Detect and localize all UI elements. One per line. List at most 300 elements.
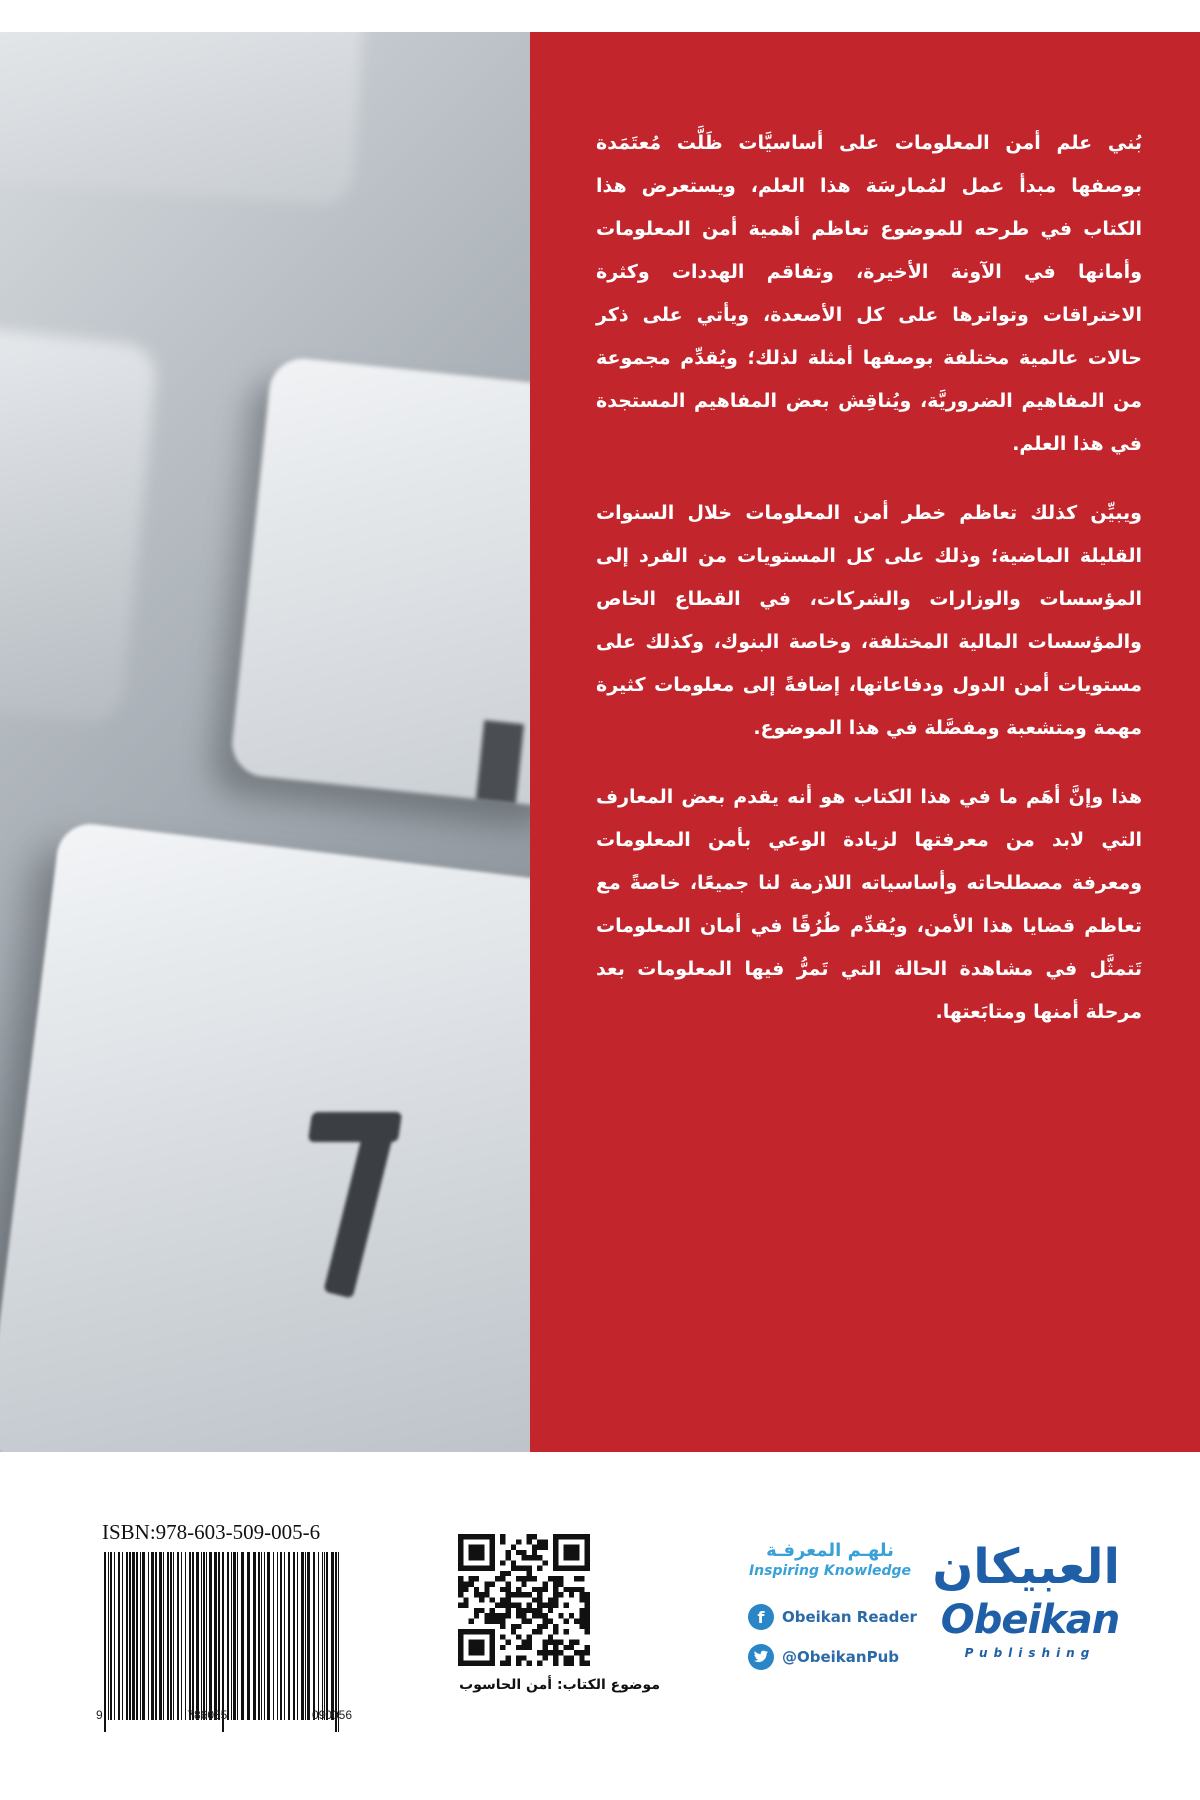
qr-module: [585, 1608, 590, 1613]
barcode-bar: [206, 1552, 207, 1720]
qr-module: [579, 1608, 584, 1613]
qr-module: [521, 1640, 526, 1645]
qr-module: [521, 1608, 526, 1613]
barcode-bar: [338, 1552, 339, 1732]
qr-module: [527, 1566, 532, 1571]
barcode-bar: [218, 1552, 220, 1720]
key-glyph: [476, 720, 524, 804]
barcode-bar: [136, 1552, 138, 1720]
keyboard-photo: [0, 32, 530, 1452]
barcode-bar: [241, 1552, 244, 1720]
qr-module: [490, 1613, 495, 1618]
barcode-bar: [132, 1552, 135, 1720]
barcode-bar: [126, 1552, 128, 1720]
blurb-paragraph: ويبيِّن كذلك تعاظم خطر أمن المعلومات خلال السنوات القليلة الماضية؛ وذلك على كل المستويات من الفرد إلى المؤسسات والوزارات والشركات، في القطاع الخاص والمؤسسات المالية المختلفة، وخاصة البنوك، وكذلك على مستويات أمن الدول ودفاعاتها، إضافةً إلى معلومات كثيرة مهمة ومتشعبة ومفصَّلة في هذا الموضوع.: [596, 502, 1142, 739]
barcode-bar: [114, 1552, 115, 1720]
facebook-icon: f: [748, 1604, 774, 1630]
qr-module: [548, 1634, 553, 1639]
qr-module: [495, 1603, 500, 1608]
qr-module: [553, 1576, 558, 1581]
qr-module: [585, 1597, 590, 1602]
qr-module: [532, 1534, 537, 1539]
qr-module: [506, 1597, 511, 1602]
qr-module: [585, 1661, 590, 1666]
qr-module: [511, 1566, 516, 1571]
qr-module: [542, 1560, 547, 1565]
qr-module: [490, 1582, 495, 1587]
qr-module: [569, 1592, 574, 1597]
barcode-bar: [108, 1552, 109, 1720]
barcode-digit-group: 786035: [187, 1708, 228, 1722]
qr-module: [585, 1624, 590, 1629]
barcode-bar: [122, 1552, 123, 1720]
qr-module: [469, 1576, 474, 1581]
qr-module: [532, 1613, 537, 1618]
qr-module: [511, 1592, 516, 1597]
barcode-bar: [326, 1552, 328, 1720]
qr-module: [516, 1655, 521, 1660]
barcode-bar: [173, 1552, 174, 1720]
qr-module: [542, 1539, 547, 1544]
qr-module: [500, 1576, 505, 1581]
barcode-bar: [237, 1552, 238, 1720]
qr-module: [527, 1608, 532, 1613]
barcode-bar: [189, 1552, 191, 1720]
blurb-text: [596, 122, 1142, 1060]
qr-module: [579, 1618, 584, 1623]
qr-module: [479, 1597, 484, 1602]
qr-module: [527, 1603, 532, 1608]
qr-code[interactable]: [458, 1534, 590, 1666]
qr-module: [553, 1629, 558, 1634]
blurb-paragraph: هذا وإنَّ أهَم ما في هذا الكتاب هو أنه يقدم بعض المعارف التي لابد من معرفتها لزيادة الوعي بأمن المعلومات ومعرفة مصطلحاته وأساسياته اللازمة لنا جميعًا، خاصةً مع تعاظم قضايا هذا الأمن، ويُقدِّم طُرُقًا في أمان المعلومات تَتمثَّل في مشاهدة الحالة التي تَمرُّ فيها المعلومات بعد مرحلة أمنها ومتابَعتها.: [596, 786, 1142, 1023]
qr-module: [527, 1618, 532, 1623]
qr-module: [506, 1587, 511, 1592]
qr-module: [548, 1618, 553, 1623]
barcode-bar: [129, 1552, 131, 1720]
qr-module: [579, 1576, 584, 1581]
qr-module: [490, 1608, 495, 1613]
barcode-bar: [280, 1552, 282, 1720]
qr-module: [542, 1618, 547, 1623]
qr-module: [558, 1650, 563, 1655]
qr-module: [585, 1592, 590, 1597]
barcode-bar: [322, 1552, 323, 1720]
qr-module: [537, 1597, 542, 1602]
barcode: [100, 1552, 346, 1732]
qr-module: [484, 1587, 489, 1592]
qr-module: [553, 1624, 558, 1629]
obeikan-logo: [932, 1539, 1120, 1690]
qr-module: [479, 1592, 484, 1597]
barcode-bar: [318, 1552, 319, 1720]
barcode-bar: [253, 1552, 256, 1720]
qr-module: [521, 1645, 526, 1650]
qr-module: [579, 1592, 584, 1597]
barcode-bar: [209, 1552, 212, 1720]
qr-module: [585, 1603, 590, 1608]
qr-module: [458, 1582, 463, 1587]
qr-module: [474, 1592, 479, 1597]
barcode-bar: [313, 1552, 315, 1720]
qr-module: [506, 1592, 511, 1597]
qr-module: [532, 1555, 537, 1560]
qr-module: [500, 1634, 505, 1639]
qr-module: [553, 1582, 558, 1587]
barcode-bar: [227, 1552, 229, 1720]
qr-module: [532, 1576, 537, 1581]
qr-module: [511, 1545, 516, 1550]
qr-module: [574, 1650, 579, 1655]
qr-module: [474, 1576, 479, 1581]
logo-publishing: Publishing: [964, 1646, 1096, 1660]
qr-module: [542, 1545, 547, 1550]
qr-module: [527, 1661, 532, 1666]
barcode-bar: [288, 1552, 290, 1720]
qr-module: [537, 1545, 542, 1550]
qr-module: [490, 1618, 495, 1623]
qr-module: [521, 1566, 526, 1571]
qr-module: [469, 1582, 474, 1587]
barcode-bar: [301, 1552, 304, 1720]
qr-module: [469, 1618, 474, 1623]
qr-module: [553, 1650, 558, 1655]
barcode-bar: [297, 1552, 298, 1720]
qr-module: [579, 1661, 584, 1666]
qr-module: [458, 1587, 463, 1592]
barcode-bar: [307, 1552, 310, 1720]
qr-module: [537, 1539, 542, 1544]
qr-module: [500, 1597, 505, 1602]
twitter-handle: @ObeikanPub: [782, 1648, 899, 1666]
qr-module: [506, 1603, 511, 1608]
qr-module: [558, 1592, 563, 1597]
qr-module: [484, 1592, 489, 1597]
qr-module: [516, 1576, 521, 1581]
qr-module: [516, 1587, 521, 1592]
qr-module: [506, 1550, 511, 1555]
qr-module: [553, 1661, 558, 1666]
qr-module: [516, 1550, 521, 1555]
qr-module: [495, 1618, 500, 1623]
barcode-bar: [331, 1552, 334, 1720]
qr-module: [542, 1640, 547, 1645]
barcode-bar: [170, 1552, 172, 1720]
qr-module: [579, 1624, 584, 1629]
qr-module: [579, 1650, 584, 1655]
publisher-slogan: [740, 1540, 920, 1579]
qr-module: [500, 1603, 505, 1608]
qr-module: [506, 1655, 511, 1660]
qr-module: [516, 1613, 521, 1618]
qr-module: [558, 1640, 563, 1645]
barcode-bar: [118, 1552, 120, 1720]
qr-module: [500, 1534, 505, 1539]
facebook-handle: Obeikan Reader: [782, 1608, 917, 1626]
qr-module: [474, 1587, 479, 1592]
qr-module: [569, 1613, 574, 1618]
barcode-bar: [167, 1552, 169, 1720]
qr-module: [558, 1613, 563, 1618]
blurb-paragraph: بُني علم أمن المعلومات على أساسيَّات ظَلَّت مُعتَمَدة بوصفها مبدأ عمل لمُمارسَة هذا العلم، ويستعرض هذا الكتاب في طرحه للموضوع تعاظم أهمية أمن المعلومات وأمانها في الآونة الأخيرة، وتفاقم الهددات وكثرة الاختراقات وتواترها على كل الأصعدة، ويأتي على ذكر حالات عالمية مختلفة بوصفها أمثلة لذلك؛ ويُقدِّم مجموعة من المفاهيم الضروريَّة، ويُناقِش بعض المفاهيم المستجدة في هذا العلم.: [596, 132, 1142, 455]
qr-module: [516, 1634, 521, 1639]
barcode-bar: [142, 1552, 145, 1720]
qr-module: [500, 1645, 505, 1650]
barcode-bar: [192, 1552, 194, 1720]
qr-module: [564, 1603, 569, 1608]
qr-module: [527, 1640, 532, 1645]
qr-module: [463, 1603, 468, 1608]
barcode-bar: [261, 1552, 262, 1720]
qr-module: [548, 1576, 553, 1581]
barcode-bar: [233, 1552, 236, 1720]
qr-module: [569, 1640, 574, 1645]
qr-module: [537, 1592, 542, 1597]
qr-module: [537, 1650, 542, 1655]
qr-module: [553, 1603, 558, 1608]
qr-module: [553, 1640, 558, 1645]
qr-module: [479, 1608, 484, 1613]
twitter-icon: [748, 1644, 774, 1670]
qr-module: [458, 1576, 463, 1581]
qr-module: [537, 1624, 542, 1629]
barcode-digit-group: 9: [96, 1708, 103, 1722]
barcode-bar: [148, 1552, 149, 1720]
qr-module: [537, 1603, 542, 1608]
qr-module: [553, 1645, 558, 1650]
qr-module: [463, 1582, 468, 1587]
key-glyph-seven: [300, 1112, 420, 1312]
qr-module: [521, 1576, 526, 1581]
qr-module: [574, 1576, 579, 1581]
barcode-bar: [196, 1552, 199, 1720]
logo-english: Obeikan: [940, 1597, 1120, 1643]
publisher-footer: [0, 1452, 1200, 1773]
qr-module: [500, 1624, 505, 1629]
keyboard-key: [0, 820, 530, 1452]
qr-module: [542, 1587, 547, 1592]
qr-module: [506, 1571, 511, 1576]
qr-module: [516, 1624, 521, 1629]
qr-module: [521, 1582, 526, 1587]
barcode-bar: [264, 1552, 265, 1720]
qr-module: [500, 1539, 505, 1544]
qr-module: [532, 1597, 537, 1602]
qr-module: [458, 1592, 463, 1597]
twitter-link[interactable]: [748, 1642, 948, 1672]
qr-module: [579, 1613, 584, 1618]
qr-module: [564, 1618, 569, 1623]
barcode-bar: [258, 1552, 260, 1720]
barcode-digit-group: 090056: [311, 1708, 352, 1722]
qr-module: [511, 1624, 516, 1629]
barcode-bar: [267, 1552, 270, 1720]
barcode-bar: [305, 1552, 306, 1720]
qr-module: [511, 1629, 516, 1634]
qr-module: [558, 1582, 563, 1587]
qr-module: [548, 1597, 553, 1602]
qr-module: [506, 1613, 511, 1618]
barcode-bar: [177, 1552, 179, 1720]
qr-module: [564, 1545, 580, 1561]
qr-module: [532, 1629, 537, 1634]
barcode-bar: [214, 1552, 217, 1720]
barcode-bar: [203, 1552, 205, 1720]
qr-module: [542, 1582, 547, 1587]
barcode-bar: [140, 1552, 141, 1720]
barcode-bar: [155, 1552, 157, 1720]
qr-module: [521, 1655, 526, 1660]
barcode-bar: [231, 1552, 232, 1720]
qr-module: [574, 1640, 579, 1645]
qr-module: [495, 1613, 500, 1618]
qr-module: [511, 1603, 516, 1608]
qr-module: [521, 1555, 526, 1560]
qr-module: [500, 1618, 505, 1623]
qr-module: [527, 1534, 532, 1539]
barcode-bar: [293, 1552, 295, 1720]
qr-module: [532, 1608, 537, 1613]
qr-module: [463, 1597, 468, 1602]
book-back-cover: [0, 32, 1200, 1773]
qr-module: [585, 1629, 590, 1634]
qr-module: [516, 1608, 521, 1613]
qr-module: [521, 1550, 526, 1555]
barcode-bar: [284, 1552, 285, 1720]
barcode-bar: [159, 1552, 162, 1720]
qr-module: [516, 1645, 521, 1650]
qr-module: [500, 1587, 505, 1592]
qr-module: [564, 1661, 569, 1666]
qr-module: [516, 1592, 521, 1597]
logo-arabic: العبيكان: [932, 1539, 1120, 1595]
qr-module: [537, 1629, 542, 1634]
barcode-bar: [104, 1552, 106, 1732]
qr-module: [506, 1640, 511, 1645]
qr-module: [542, 1603, 547, 1608]
qr-module: [532, 1550, 537, 1555]
qr-module: [585, 1650, 590, 1655]
qr-module: [569, 1661, 574, 1666]
qr-module: [500, 1571, 505, 1576]
qr-module: [527, 1555, 532, 1560]
qr-module: [569, 1587, 574, 1592]
qr-module: [500, 1661, 505, 1666]
qr-module: [516, 1566, 521, 1571]
barcode-bar: [181, 1552, 182, 1720]
qr-module: [511, 1560, 516, 1565]
qr-module: [469, 1545, 485, 1561]
slogan-arabic: نلهـم المعرفـة: [766, 1540, 894, 1561]
barcode-bar: [185, 1552, 186, 1720]
qr-module: [484, 1582, 489, 1587]
barcode-bar: [222, 1552, 224, 1732]
qr-module: [532, 1587, 537, 1592]
qr-module: [527, 1592, 532, 1597]
qr-module: [527, 1571, 532, 1576]
qr-module: [500, 1613, 505, 1618]
barcode-bar: [201, 1552, 202, 1720]
qr-module: [537, 1566, 542, 1571]
barcode-bar: [247, 1552, 250, 1720]
qr-module: [463, 1587, 468, 1592]
blurb-panel: [530, 32, 1200, 1452]
qr-module: [527, 1576, 532, 1581]
qr-module: [553, 1587, 558, 1592]
qr-module: [521, 1592, 526, 1597]
qr-module: [548, 1608, 553, 1613]
qr-module: [558, 1576, 563, 1581]
keyboard-key: [0, 32, 368, 206]
qr-module: [506, 1608, 511, 1613]
qr-module: [521, 1618, 526, 1623]
qr-module: [542, 1613, 547, 1618]
qr-module: [537, 1587, 542, 1592]
qr-module: [532, 1545, 537, 1550]
barcode-bar: [277, 1552, 278, 1720]
qr-module: [506, 1555, 511, 1560]
qr-module: [542, 1645, 547, 1650]
slogan-english: Inspiring Knowledge: [748, 1563, 912, 1579]
qr-module: [484, 1613, 489, 1618]
qr-module: [542, 1624, 547, 1629]
qr-module: [527, 1634, 532, 1639]
barcode-bar: [151, 1552, 154, 1720]
qr-module: [469, 1640, 485, 1656]
book-subject: موضوع الكتاب: أمن الحاسوب: [459, 1677, 660, 1693]
qr-module: [490, 1597, 495, 1602]
qr-module: [500, 1560, 505, 1565]
qr-module: [579, 1587, 584, 1592]
barcode-bar: [335, 1552, 337, 1732]
qr-module: [537, 1613, 542, 1618]
qr-module: [569, 1655, 574, 1660]
qr-module: [516, 1539, 521, 1544]
qr-module: [495, 1576, 500, 1581]
qr-module: [564, 1645, 569, 1650]
qr-module: [548, 1640, 553, 1645]
qr-module: [516, 1603, 521, 1608]
facebook-link[interactable]: [748, 1602, 948, 1632]
qr-module: [537, 1661, 542, 1666]
qr-module: [474, 1608, 479, 1613]
qr-module: [569, 1645, 574, 1650]
barcode-bar: [110, 1552, 112, 1720]
qr-module: [574, 1587, 579, 1592]
qr-module: [553, 1592, 558, 1597]
qr-module: [521, 1613, 526, 1618]
qr-module: [506, 1661, 511, 1666]
qr-module: [484, 1618, 489, 1623]
qr-module: [585, 1618, 590, 1623]
qr-module: [474, 1613, 479, 1618]
qr-module: [537, 1555, 542, 1560]
qr-module: [542, 1655, 547, 1660]
qr-module: [553, 1655, 558, 1660]
barcode-bar: [324, 1552, 325, 1720]
qr-module: [579, 1597, 584, 1602]
barcode-bar: [273, 1552, 274, 1720]
qr-module: [548, 1650, 553, 1655]
isbn-label: ISBN:978-603-509-005-6: [102, 1520, 321, 1544]
qr-module: [553, 1597, 558, 1602]
qr-module: [585, 1645, 590, 1650]
qr-module: [548, 1603, 553, 1608]
qr-module: [564, 1655, 569, 1660]
qr-module: [564, 1587, 569, 1592]
qr-module: [527, 1645, 532, 1650]
qr-module: [506, 1582, 511, 1587]
